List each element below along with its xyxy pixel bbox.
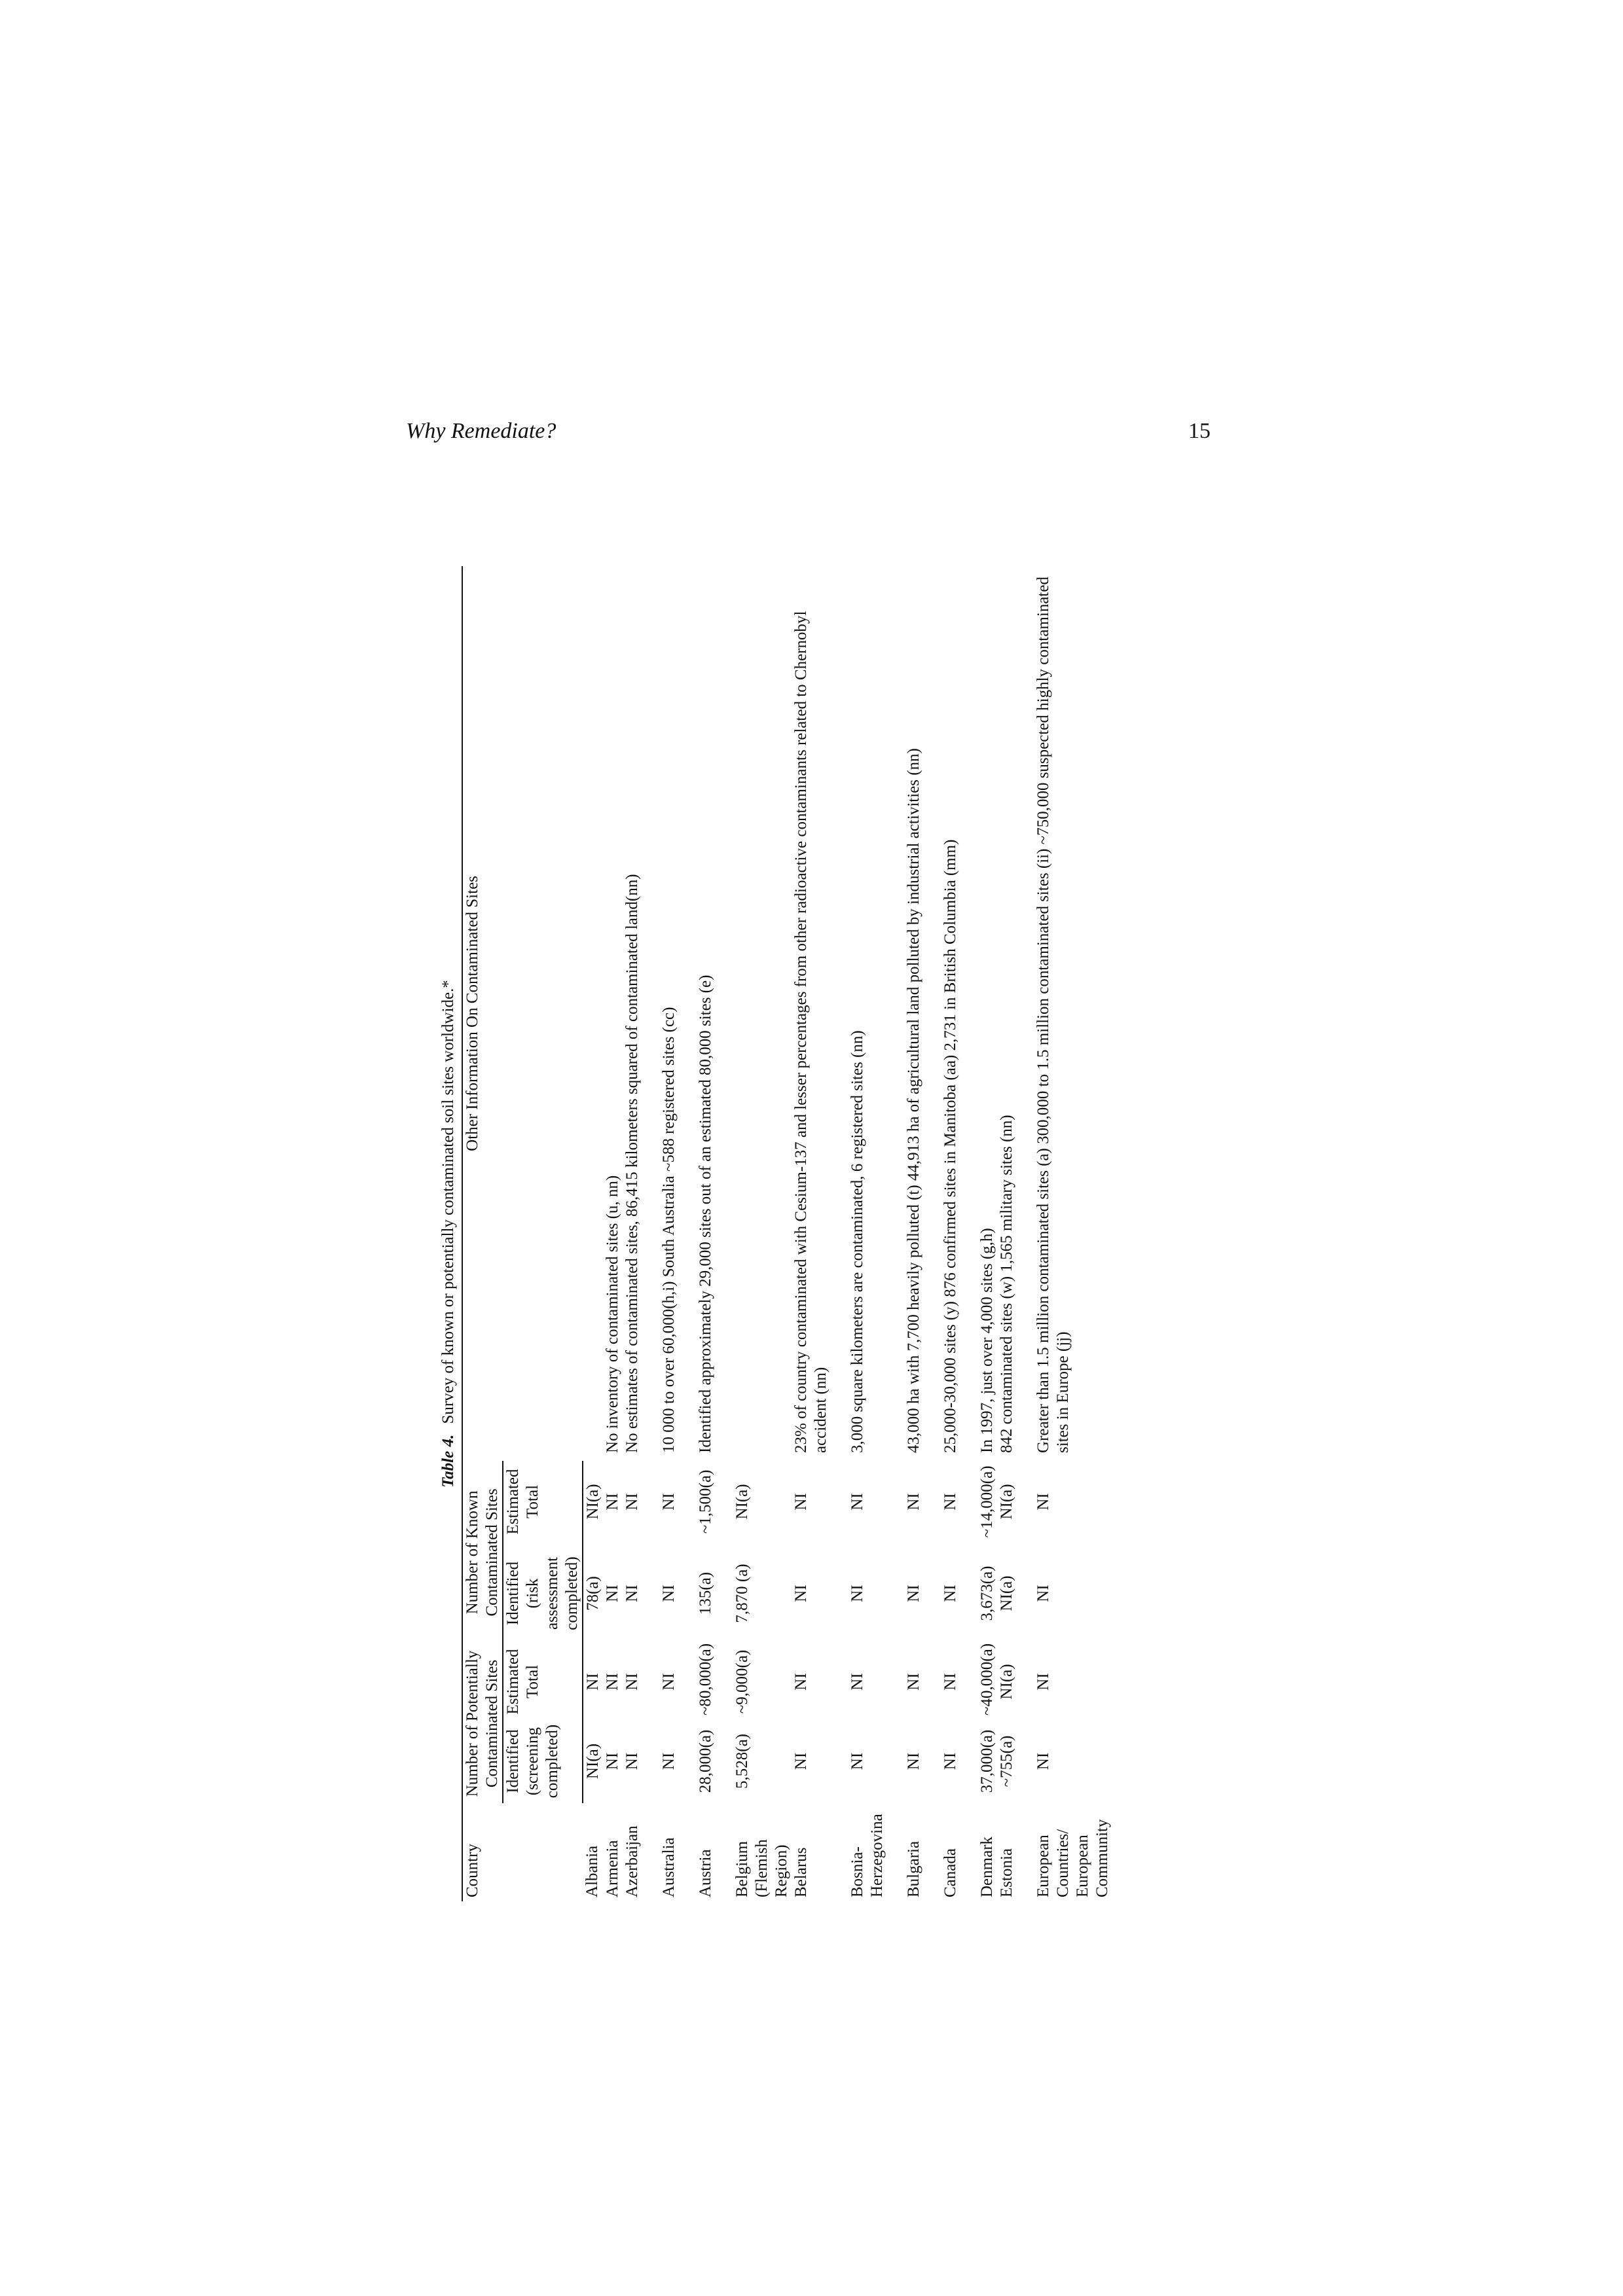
cell-known-estimated: NI xyxy=(1034,1493,1052,1511)
cell-country: Azerbaijan xyxy=(623,1825,641,1897)
cell-known-identified: 3,673(a) xyxy=(978,1566,996,1621)
cell-potential-estimated: NI xyxy=(905,1673,922,1691)
cell-potential-identified: 5,528(a) xyxy=(733,1734,751,1789)
cell-country: Estonia xyxy=(998,1848,1015,1897)
cell-country: Bulgaria xyxy=(905,1840,922,1897)
table-row xyxy=(977,566,997,1901)
header-pot-estimated: Estimated Total xyxy=(503,1644,583,1719)
cell-country: Austria xyxy=(697,1849,714,1897)
cell-other-info: 842 contaminated sites (w) 1,565 military sites (nn) xyxy=(998,1115,1015,1453)
table-row xyxy=(997,566,1034,1901)
cell-potential-estimated: NI xyxy=(941,1673,959,1691)
cell-potential-identified: NI xyxy=(604,1752,621,1770)
page-number: 15 xyxy=(1188,419,1211,443)
header-country: Country xyxy=(462,1803,583,1901)
cell-known-identified: 78(a) xyxy=(584,1576,602,1611)
cell-country: Denmark xyxy=(978,1836,996,1897)
cell-country: Albania xyxy=(583,1845,601,1897)
cell-potential-estimated: NI xyxy=(660,1673,678,1691)
cell-known-identified: NI xyxy=(623,1585,641,1602)
cell-known-identified: NI xyxy=(604,1585,621,1602)
cell-other-info: No estimates of contaminated sites, 86,415 kilometers squared of contaminated land(nn) xyxy=(623,874,641,1453)
cell-country: Armenia xyxy=(604,1840,621,1897)
cell-other-info: 25,000-30,000 sites (y) 876 confirmed sites in Manitoba (aa) 2,731 in British Columbia (mm) xyxy=(941,839,959,1453)
cell-known-estimated: NI xyxy=(792,1493,810,1511)
table-row xyxy=(941,566,977,1901)
cell-other-info: 10 000 to over 60,000(h,i) South Australia ~588 registered sites (cc) xyxy=(660,1007,678,1453)
table-caption xyxy=(435,566,462,1901)
cell-country: Belarus xyxy=(792,1847,810,1897)
cell-known-estimated: NI xyxy=(848,1493,866,1511)
cell-potential-identified: NI xyxy=(848,1752,866,1770)
cell-potential-identified: NI(a) xyxy=(584,1743,602,1780)
header-pot-identified: Identified (screening completed) xyxy=(503,1719,583,1803)
table-row xyxy=(792,566,848,1901)
cell-known-identified: 135(a) xyxy=(697,1571,714,1615)
cell-other-info xyxy=(733,566,792,1461)
header-known-group: Number of Known Contaminated Sites xyxy=(462,1461,503,1644)
cell-potential-estimated: NI xyxy=(623,1673,641,1691)
cell-known-identified: 7,870 (a) xyxy=(733,1564,751,1623)
running-head: Why Remediate? xyxy=(406,419,556,443)
cell-known-estimated: NI(a) xyxy=(733,1484,751,1520)
cell-known-identified: NI(a) xyxy=(998,1575,1015,1611)
cell-country: European Countries/ European Community xyxy=(1034,1819,1111,1897)
cell-other-info: 43,000 ha with 7,700 heavily polluted (t) 44,913 ha of agricultural land polluted by industrial activities (nn) xyxy=(905,748,922,1453)
cell-potential-identified: NI xyxy=(792,1752,810,1770)
cell-potential-estimated: NI xyxy=(848,1673,866,1691)
cell-known-estimated: NI xyxy=(660,1493,678,1511)
cell-country: Australia xyxy=(660,1837,678,1897)
cell-known-estimated: ~1,500(a) xyxy=(697,1469,714,1534)
cell-potential-identified: ~755(a) xyxy=(998,1735,1015,1787)
cell-known-identified: NI xyxy=(848,1585,866,1602)
cell-known-identified: NI xyxy=(660,1585,678,1602)
cell-known-estimated: ~14,000(a) xyxy=(978,1465,996,1538)
cell-potential-identified: NI xyxy=(905,1752,922,1770)
cell-known-estimated: NI(a) xyxy=(998,1484,1015,1520)
header-other-info: Other Information On Contaminated Sites xyxy=(462,566,583,1461)
table-row xyxy=(848,566,904,1901)
cell-country: Canada xyxy=(941,1848,959,1897)
rotated-table-block xyxy=(435,566,1241,1901)
cell-potential-estimated: NI xyxy=(1034,1673,1052,1691)
cell-potential-estimated: NI xyxy=(792,1673,810,1691)
cell-country: Bosnia-Herzegovina xyxy=(848,1814,886,1897)
table-row xyxy=(583,566,603,1901)
header-potential-group: Number of Potentially Contaminated Sites xyxy=(462,1644,503,1803)
cell-known-estimated: NI xyxy=(905,1493,922,1511)
table-row xyxy=(659,566,696,1901)
cell-potential-identified: NI xyxy=(1034,1752,1052,1770)
table-row xyxy=(1034,566,1129,1901)
cell-other-info: 3,000 square kilometers are contaminated, 6 registered sites (nn) xyxy=(848,1030,866,1453)
cell-known-estimated: NI(a) xyxy=(584,1484,602,1520)
cell-potential-identified: NI xyxy=(623,1752,641,1770)
header-known-estimated: Estimated Total xyxy=(503,1461,583,1543)
table-row xyxy=(603,566,623,1901)
contaminated-sites-table xyxy=(462,566,1129,1901)
cell-potential-estimated: NI xyxy=(604,1673,621,1691)
cell-known-estimated: NI xyxy=(623,1493,641,1511)
cell-known-estimated: NI xyxy=(941,1493,959,1511)
cell-other-info: Greater than 1.5 million contaminated sites (a) 300,000 to 1.5 million contaminated sites (ii) ~750,000 suspected highly contaminated sites in Europe (jj) xyxy=(1034,577,1072,1453)
cell-other-info: Identified approximately 29,000 sites out of an estimated 80,000 sites (e) xyxy=(697,975,714,1453)
cell-potential-identified: NI xyxy=(660,1752,678,1770)
cell-potential-estimated: NI xyxy=(584,1673,602,1691)
cell-country: Belgium (Flemish Region) xyxy=(733,1839,790,1897)
cell-potential-identified: NI xyxy=(941,1752,959,1770)
cell-known-identified: NI xyxy=(941,1585,959,1602)
cell-potential-estimated: NI(a) xyxy=(998,1664,1015,1700)
cell-other-info xyxy=(583,566,603,1461)
header-known-identified: Identified (risk assessment completed) xyxy=(503,1543,583,1644)
cell-potential-estimated: ~40,000(a) xyxy=(978,1643,996,1715)
cell-other-info: 23% of country contaminated with Cesium-137 and lesser percentages from other radioactive contaminants related to Chernobyl accident (nn) xyxy=(792,611,830,1453)
cell-known-identified: NI xyxy=(792,1585,810,1602)
table-row xyxy=(696,566,733,1901)
cell-potential-identified: 37,000(a) xyxy=(978,1729,996,1793)
cell-potential-estimated: ~80,000(a) xyxy=(697,1643,714,1715)
table-row xyxy=(733,566,792,1901)
cell-potential-estimated: ~9,000(a) xyxy=(733,1649,751,1714)
cell-other-info: No inventory of contaminated sites (u, nn) xyxy=(604,1175,621,1453)
table-row xyxy=(623,566,659,1901)
table-caption-text: Survey of known or potentially contaminated soil sites worldwide.* xyxy=(439,980,457,1424)
cell-other-info: In 1997, just over 4,000 sites (g,h) xyxy=(978,1228,996,1453)
cell-potential-identified: 28,000(a) xyxy=(697,1729,714,1793)
cell-known-estimated: NI xyxy=(604,1493,621,1511)
cell-known-identified: NI xyxy=(1034,1585,1052,1602)
table-row xyxy=(904,566,941,1901)
cell-known-identified: NI xyxy=(905,1585,922,1602)
table-caption-label: Table 4. xyxy=(439,1434,457,1488)
